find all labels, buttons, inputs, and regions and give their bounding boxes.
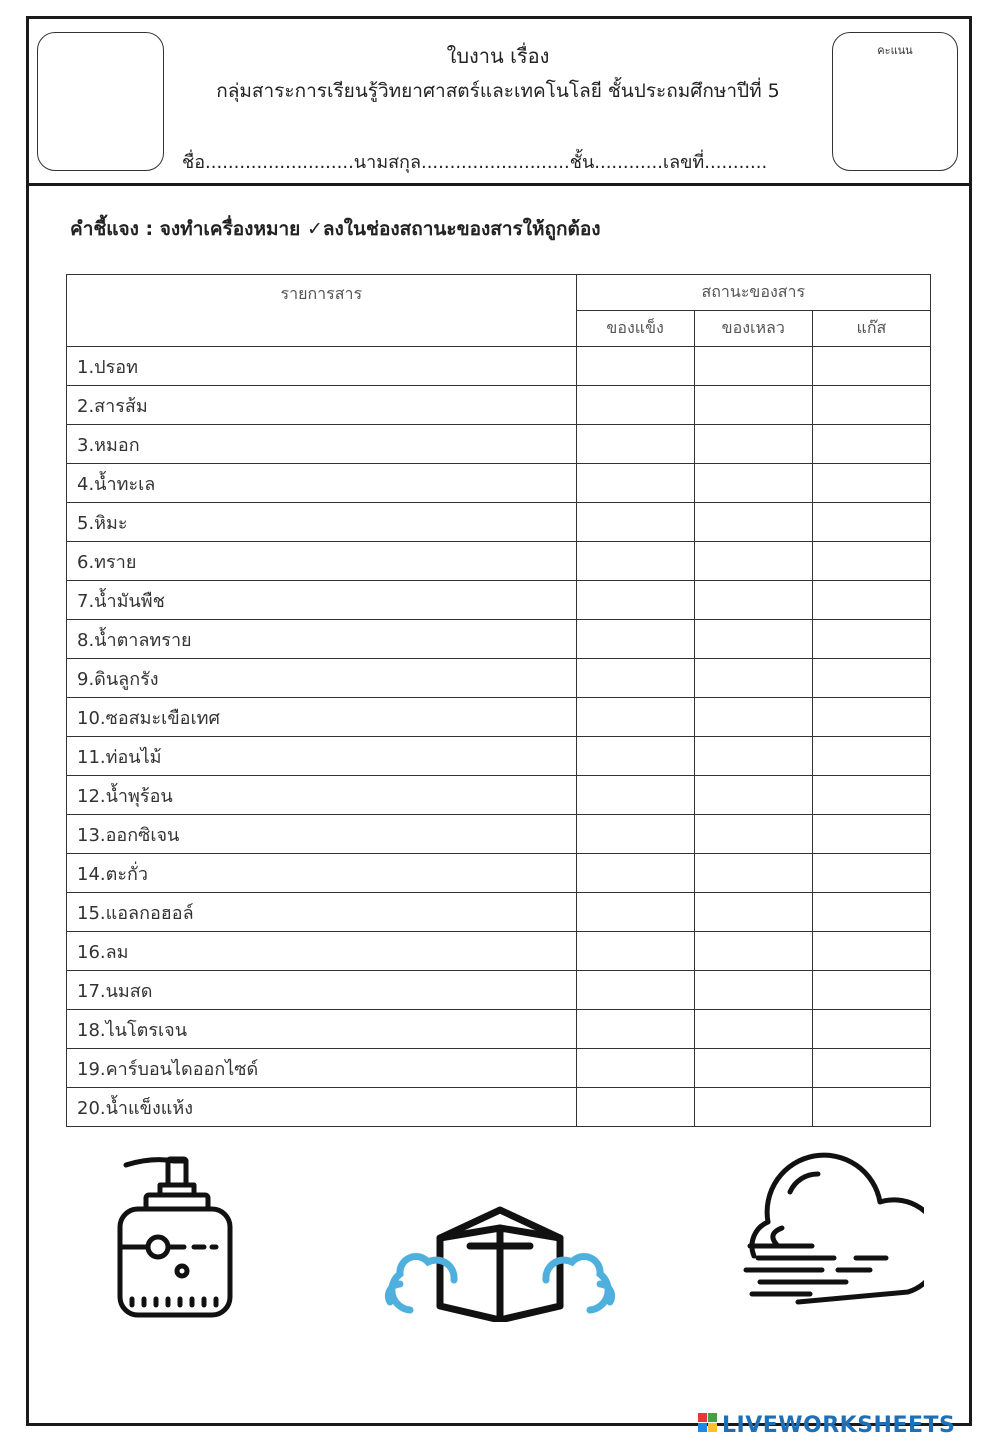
table-row xyxy=(67,815,931,854)
table-row xyxy=(67,386,931,425)
solid-checkbox-cell[interactable] xyxy=(576,893,694,932)
table-row xyxy=(67,464,931,503)
gas-checkbox-cell[interactable] xyxy=(812,620,930,659)
gas-checkbox-cell[interactable] xyxy=(812,347,930,386)
photo-box xyxy=(37,32,164,171)
solid-checkbox-cell[interactable] xyxy=(576,347,694,386)
gas-checkbox-cell[interactable] xyxy=(812,698,930,737)
item-label: 6.ทราย xyxy=(67,542,577,581)
gas-checkbox-cell[interactable] xyxy=(812,386,930,425)
table-row xyxy=(67,620,931,659)
gas-checkbox-cell[interactable] xyxy=(812,776,930,815)
solid-checkbox-cell[interactable] xyxy=(576,815,694,854)
table-row xyxy=(67,659,931,698)
solid-checkbox-cell[interactable] xyxy=(576,464,694,503)
gas-checkbox-cell[interactable] xyxy=(812,893,930,932)
item-label: 4.น้ำทะเล xyxy=(67,464,577,503)
gas-checkbox-cell[interactable] xyxy=(812,815,930,854)
solid-checkbox-cell[interactable] xyxy=(576,776,694,815)
gas-checkbox-cell[interactable] xyxy=(812,542,930,581)
solid-checkbox-cell[interactable] xyxy=(576,932,694,971)
table-row xyxy=(67,854,931,893)
liquid-checkbox-cell[interactable] xyxy=(694,1049,812,1088)
cloud-smoke-icon xyxy=(738,1152,924,1314)
item-column-header: รายการสาร xyxy=(67,275,577,347)
liquid-checkbox-cell[interactable] xyxy=(694,698,812,737)
worksheet-title: ใบงาน เรื่อง xyxy=(446,44,550,68)
liquid-checkbox-cell[interactable] xyxy=(694,464,812,503)
liquid-checkbox-cell[interactable] xyxy=(694,854,812,893)
instruction-text-after: ลงในช่องสถานะของสารให้ถูกต้อง xyxy=(322,218,601,240)
liquid-checkbox-cell[interactable] xyxy=(694,1010,812,1049)
solid-checkbox-cell[interactable] xyxy=(576,1049,694,1088)
solid-checkbox-cell[interactable] xyxy=(576,425,694,464)
liquid-checkbox-cell[interactable] xyxy=(694,542,812,581)
item-label: 10.ซอสมะเขือเทศ xyxy=(67,698,577,737)
gas-column-header: แก๊ส xyxy=(812,311,930,347)
table-row xyxy=(67,698,931,737)
gas-checkbox-cell[interactable] xyxy=(812,1010,930,1049)
table-row xyxy=(67,971,931,1010)
table-body xyxy=(67,347,931,1127)
item-label: 1.ปรอท xyxy=(67,347,577,386)
gas-checkbox-cell[interactable] xyxy=(812,854,930,893)
score-box xyxy=(832,32,958,171)
item-label: 20.น้ำแข็งแห้ง xyxy=(67,1088,577,1127)
state-table xyxy=(66,274,931,1127)
item-label: 12.น้ำพุร้อน xyxy=(67,776,577,815)
table-row xyxy=(67,347,931,386)
gas-checkbox-cell[interactable] xyxy=(812,581,930,620)
liquid-checkbox-cell[interactable] xyxy=(694,815,812,854)
solid-checkbox-cell[interactable] xyxy=(576,854,694,893)
svg-text:LIVEWORKSHEETS: LIVEWORKSHEETS xyxy=(722,1413,956,1436)
table-row xyxy=(67,1049,931,1088)
gas-checkbox-cell[interactable] xyxy=(812,425,930,464)
header-divider xyxy=(26,183,972,186)
item-label: 13.ออกซิเจน xyxy=(67,815,577,854)
solid-column-header: ของแข็ง xyxy=(576,311,694,347)
worksheet-subtitle: กลุ่มสาระการเรียนรู้วิทยาศาสตร์และเทคโนโลยี ชั้นประถมศึกษาปีที่ 5 xyxy=(216,80,780,102)
liquid-checkbox-cell[interactable] xyxy=(694,971,812,1010)
item-label: 15.แอลกอฮอล์ xyxy=(67,893,577,932)
liquid-checkbox-cell[interactable] xyxy=(694,581,812,620)
table-row xyxy=(67,893,931,932)
instruction xyxy=(70,214,601,244)
liquid-column-header: ของเหลว xyxy=(694,311,812,347)
solid-checkbox-cell[interactable] xyxy=(576,659,694,698)
liquid-checkbox-cell[interactable] xyxy=(694,347,812,386)
solid-checkbox-cell[interactable] xyxy=(576,581,694,620)
liquid-checkbox-cell[interactable] xyxy=(694,776,812,815)
solid-checkbox-cell[interactable] xyxy=(576,1010,694,1049)
table-row xyxy=(67,542,931,581)
instruction-text-before: คำชี้แจง : จงทำเครื่องหมาย xyxy=(70,218,307,240)
pump-bottle-icon xyxy=(112,1155,236,1321)
score-label: คะแนน xyxy=(877,44,913,57)
item-label: 14.ตะกั่ว xyxy=(67,854,577,893)
gas-checkbox-cell[interactable] xyxy=(812,971,930,1010)
check-mark-icon: ✓ xyxy=(306,218,323,240)
gas-checkbox-cell[interactable] xyxy=(812,1088,930,1127)
table-row xyxy=(67,425,931,464)
table-row xyxy=(67,737,931,776)
liquid-checkbox-cell[interactable] xyxy=(694,893,812,932)
student-info-line: ชื่อ..........................นามสกุล..........................ชั้น............เลขที่........... xyxy=(182,152,768,173)
item-label: 9.ดินลูกรัง xyxy=(67,659,577,698)
item-label: 19.คาร์บอนไดออกไซด์ xyxy=(67,1049,577,1088)
item-label: 11.ท่อนไม้ xyxy=(67,737,577,776)
gas-checkbox-cell[interactable] xyxy=(812,659,930,698)
gas-checkbox-cell[interactable] xyxy=(812,464,930,503)
item-label: 7.น้ำมันพืช xyxy=(67,581,577,620)
gas-checkbox-cell[interactable] xyxy=(812,932,930,971)
liquid-checkbox-cell[interactable] xyxy=(694,503,812,542)
solid-checkbox-cell[interactable] xyxy=(576,620,694,659)
item-label: 18.ไนโตรเจน xyxy=(67,1010,577,1049)
item-label: 2.สารส้ม xyxy=(67,386,577,425)
solid-checkbox-cell[interactable] xyxy=(576,503,694,542)
item-label: 3.หมอก xyxy=(67,425,577,464)
table-row xyxy=(67,1088,931,1127)
item-label: 8.น้ำตาลทราย xyxy=(67,620,577,659)
solid-checkbox-cell[interactable] xyxy=(576,1088,694,1127)
gas-checkbox-cell[interactable] xyxy=(812,1049,930,1088)
liquid-checkbox-cell[interactable] xyxy=(694,386,812,425)
state-column-header: สถานะของสาร xyxy=(576,275,930,311)
liquid-checkbox-cell[interactable] xyxy=(694,425,812,464)
table-row xyxy=(67,503,931,542)
table-row xyxy=(67,776,931,815)
item-label: 17.นมสด xyxy=(67,971,577,1010)
table-row xyxy=(67,932,931,971)
solid-checkbox-cell[interactable] xyxy=(576,698,694,737)
item-label: 5.หิมะ xyxy=(67,503,577,542)
liquid-checkbox-cell[interactable] xyxy=(694,659,812,698)
solid-checkbox-cell[interactable] xyxy=(576,971,694,1010)
gas-checkbox-cell[interactable] xyxy=(812,737,930,776)
liquid-checkbox-cell[interactable] xyxy=(694,1088,812,1127)
solid-checkbox-cell[interactable] xyxy=(576,542,694,581)
ice-cube-icon xyxy=(384,1206,616,1322)
solid-checkbox-cell[interactable] xyxy=(576,737,694,776)
table-row xyxy=(67,1010,931,1049)
table-row xyxy=(67,581,931,620)
gas-checkbox-cell[interactable] xyxy=(812,503,930,542)
item-label: 16.ลม xyxy=(67,932,577,971)
liveworksheets-logo xyxy=(696,1410,996,1436)
liquid-checkbox-cell[interactable] xyxy=(694,737,812,776)
liquid-checkbox-cell[interactable] xyxy=(694,932,812,971)
liquid-checkbox-cell[interactable] xyxy=(694,620,812,659)
solid-checkbox-cell[interactable] xyxy=(576,386,694,425)
